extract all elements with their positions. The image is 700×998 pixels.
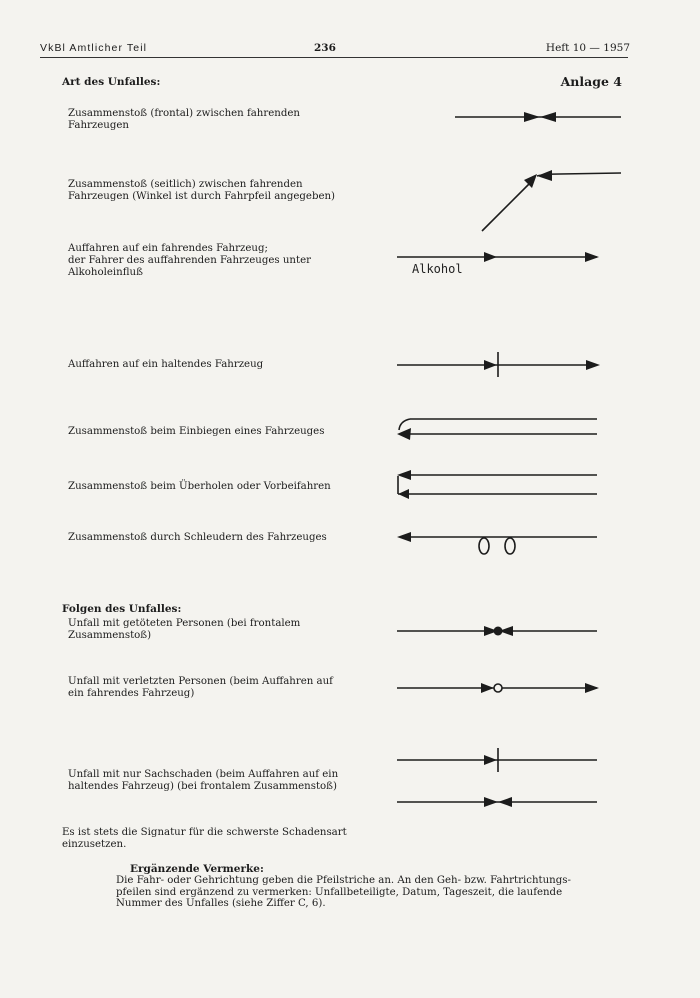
symbol-side-collision [482, 170, 621, 231]
item-skidding-text: Zusammenstoß durch Schleudern des Fahrzeuges [68, 532, 327, 543]
symbol-property-frontal [397, 797, 597, 807]
vermerke-body: Die Fahr- oder Gehrichtung geben die Pfeilstriche an. An den Geh- bzw. Fahrtrichtungs- pfeilen sind ergänzend zu vermerken: Unfallbeteiligte, Datum, Tageszeit, die laufende Nummer des Unfalles (siehe Ziffer C, 6). [116, 875, 571, 909]
page-header [40, 42, 630, 56]
item-frontal-text: Zusammenstoß (frontal) zwischen fahrenden Fahrzeugen [68, 108, 300, 131]
item-overtaking-text: Zusammenstoß beim Überholen oder Vorbeifahren [68, 481, 331, 492]
item-stationary-text: Auffahren auf ein haltendes Fahrzeug [68, 359, 264, 370]
item-side-text: Zusammenstoß (seitlich) zwischen fahrenden Fahrzeugen (Winkel ist durch Fahrpfeil angegeben) [68, 179, 336, 202]
header-rule [40, 57, 628, 58]
symbol-frontal-collision [455, 112, 621, 122]
issue-info: Heft 10 — 1957 [545, 42, 630, 54]
item-fatal-text: Unfall mit getöteten Personen (bei frontalem Zusammenstoß) [68, 618, 301, 641]
annex-label: Anlage 4 [560, 74, 622, 89]
symbol-rear-end-alcohol [397, 252, 599, 262]
section-art-title: Art des Unfalles: [62, 76, 161, 88]
symbol-injured [397, 683, 599, 693]
vermerke-title: Ergänzende Vermerke: [130, 863, 264, 875]
symbol-turning-collision [397, 419, 597, 440]
item-alcohol-text: Auffahren auf ein fahrendes Fahrzeug; der Fahrer des auffahrenden Fahrzeuges unter Alkoholeinfluß [68, 243, 311, 278]
item-property-text: Unfall mit nur Sachschaden (beim Auffahren auf ein haltendes Fahrzeug) (bei frontalem Zusammenstoß) [68, 769, 339, 792]
item-turning-text: Zusammenstoß beim Einbiegen eines Fahrzeuges [68, 426, 325, 437]
symbol-property-stationary [397, 748, 597, 772]
alcohol-label: Alkohol [412, 262, 463, 276]
symbol-rear-end-stationary [397, 352, 600, 377]
page-number: 236 [314, 42, 336, 54]
symbol-overtaking-collision [397, 470, 597, 499]
symbol-skidding-collision [397, 532, 597, 554]
symbol-fatal [397, 626, 597, 636]
item-injured-text: Unfall mit verletzten Personen (beim Auffahren auf ein fahrendes Fahrzeug) [68, 676, 333, 699]
journal-title: VkBl Amtlicher Teil [40, 42, 148, 54]
section-folgen-title: Folgen des Unfalles: [62, 603, 182, 615]
severity-note: Es ist stets die Signatur für die schwerste Schadensart einzusetzen. [62, 827, 347, 850]
